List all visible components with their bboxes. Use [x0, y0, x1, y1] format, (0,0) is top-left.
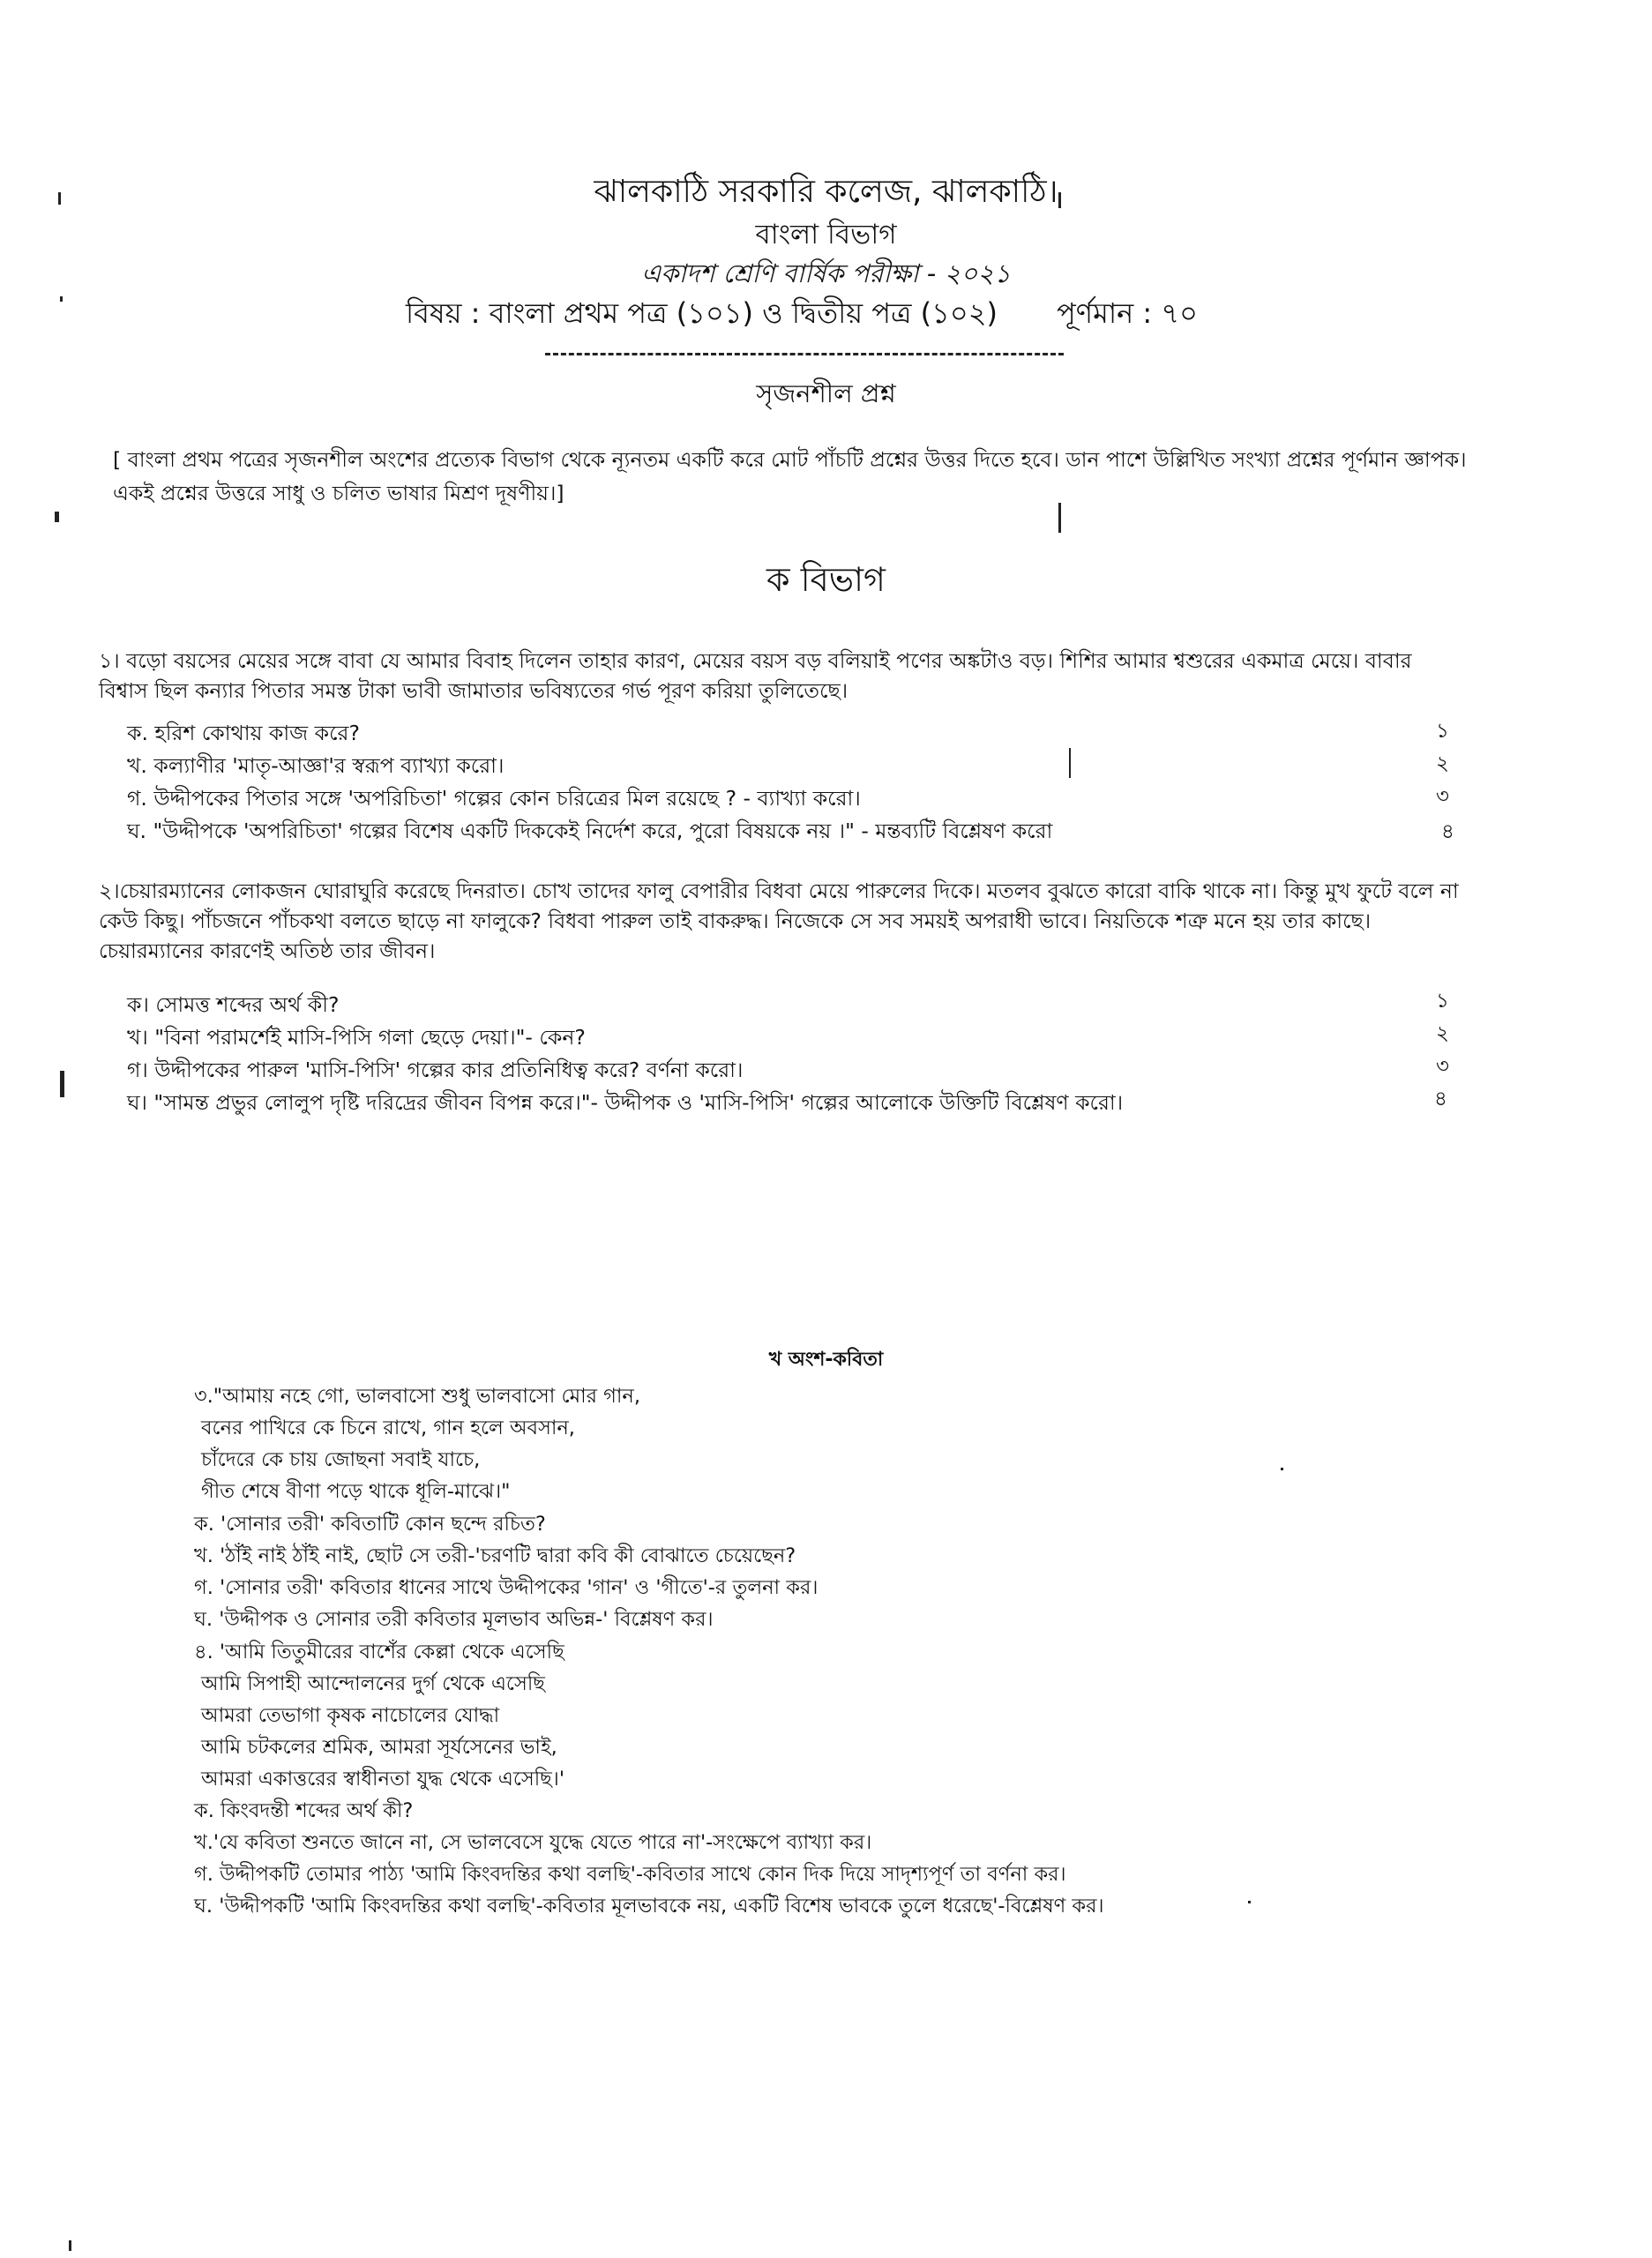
department-name: বাংলা বিভাগ: [755, 219, 897, 250]
q3-poem-line: চাঁদেরে কে চায় জোছনা সবাই যাচে,: [201, 1448, 481, 1471]
full-marks: পূর্ণমান : ৭০: [1057, 296, 1198, 330]
section-kha-title: খ অংশ-কবিতা: [768, 1349, 884, 1371]
scan-speck: [60, 296, 63, 302]
q4-poem-line: ৪. 'আমি তিতুমীরের বাশেঁর কেল্লা থেকে এসেছি: [194, 1641, 564, 1664]
q1-sub-kha: খ. কল্যাণীর 'মাতৃ-আজ্ঞা'র স্বরূপ ব্যাখ্যা করো।: [127, 753, 505, 778]
question-type-heading: সৃজনশীল প্রশ্ন: [756, 378, 896, 408]
q2-mark-ga: ৩: [1436, 1055, 1449, 1078]
q4-sub-ga: গ. উদ্দীপকটি তোমার পাঠ্য 'আমি কিংবদন্তির কথা বলছি'-কবিতার সাথে কোন দিক দিয়ে সাদৃশ্যপূর্ণ তা বর্ণনা কর।: [194, 1863, 1066, 1886]
q1-mark-gha: ৪: [1441, 820, 1454, 843]
scan-speck: [1058, 503, 1061, 533]
scan-speck: [1069, 748, 1071, 778]
scan-speck: [69, 2240, 71, 2251]
scan-speck: [1058, 192, 1061, 208]
scan-speck: [55, 512, 59, 522]
q3-sub-ga: গ. 'সোনার তরী' কবিতার ধানের সাথে উদ্দীপকের 'গান' ও 'গীতে'-র তুলনা কর।: [194, 1576, 819, 1599]
q1-sub-ka: ক. হরিশ কোথায় কাজ করে?: [127, 721, 360, 745]
question-1-stem: ১। বড়ো বয়সের মেয়ের সঙ্গে বাবা যে আমার বিবাহ দিলেন তাহার কারণ, মেয়ের বয়স বড় বলিয়াই পণের অঙ্কটাও বড়। শিশির আমার শ্বশুরের একমাত্র মেয়ে। বাবার বিশ্বাস ছিল কন্যার পিতার সমস্ত টাকা ভাবী জামাতার ভবিষ্যতের গর্ভ পূরণ করিয়া তুলিতেছে।: [99, 648, 1412, 703]
header-divider: [545, 353, 1064, 355]
scan-speck: [58, 192, 61, 205]
q3-poem-line: ৩."আমায় নহে গো, ভালবাসো শুধু ভালবাসো মোর গান,: [194, 1385, 640, 1408]
q4-poem-line: আমরা তেভাগা কৃষক নাচোলের যোদ্ধা: [201, 1704, 500, 1727]
q4-poem-line: আমি সিপাহী আন্দোলনের দুর্গ থেকে এসেছি: [201, 1672, 545, 1695]
q1-sub-gha: ঘ. "উদ্দীপকে 'অপরিচিতা' গল্পের বিশেষ একটি দিককেই নির্দেশ করে, পুরো বিষয়কে নয় ।" - মন্তব্যটি বিশ্লেষণ করো: [127, 819, 1053, 843]
subject-line: বিষয় : বাংলা প্রথম পত্র (১০১) ও দ্বিতীয় পত্র (১০২): [406, 296, 998, 330]
q4-sub-ka: ক. কিংবদন্তী শব্দের অর্থ কী?: [194, 1799, 414, 1822]
college-name: ঝালকাঠি সরকারি কলেজ, ঝালকাঠি।: [594, 174, 1058, 210]
q3-sub-kha: খ. 'ঠাঁই নাই ঠাঁই নাই, ছোট সে তরী-'চরণটি দ্বারা কবি কী বোঝাতে চেয়েছেন?: [194, 1544, 796, 1567]
instructions: [ বাংলা প্রথম পত্রের সৃজনশীল অংশের প্রত্যেক বিভাগ থেকে ন্যূনতম একটি করে মোট পাঁচটি প্রশ্নের উত্তর দিতে হবে। ডান পাশে উল্লিখিত সংখ্যা প্রশ্নের পূর্ণমান জ্ঞাপক। একই প্রশ্নের উত্তরে সাধু ও চলিত ভাষার মিশ্রণ দূষণীয়।]: [113, 447, 1467, 505]
scan-speck: [60, 1071, 64, 1097]
q1-mark-kha: ২: [1436, 752, 1449, 775]
q1-sub-ga: গ. উদ্দীপকের পিতার সঙ্গে 'অপরিচিতা' গল্পের কোন চরিত্রের মিল রয়েছে ? - ব্যাখ্যা করো।: [127, 786, 861, 811]
exam-title: একাদশ শ্রেণি বার্ষিক পরীক্ষা - ২০২১: [641, 258, 1011, 288]
question-2-stem: ২।চেয়ারম্যানের লোকজন ঘোরাঘুরি করেছে দিনরাত। চোখ তাদের ফালু বেপারীর বিধবা মেয়ে পারুলের দিকে। মতলব বুঝতে কারো বাকি থাকে না। কিন্তু মুখ ফুটে বলে না কেউ কিছু। পাঁচজনে পাঁচকথা বলতে ছাড়ে না ফালুকে? বিধবা পারুল তাই বাকরুদ্ধ। নিজেকে সে সব সময়ই অপরাধী ভাবে। নিয়তিকে শত্রু মনে হয় তার কাছে। চেয়ারম্যানের কারণেই অতিষ্ঠ তার জীবন।: [99, 879, 1459, 963]
q2-sub-ka: ক। সোমত্ত শব্দের অর্থ কী?: [127, 992, 340, 1017]
q2-sub-kha: খ। "বিনা পরামর্শেই মাসি-পিসি গলা ছেড়ে দেয়া।"- কেন?: [127, 1025, 586, 1050]
q2-sub-ga: গ। উদ্দীপকের পারুল 'মাসি-পিসি' গল্পের কার প্রতিনিধিত্ব করে? বর্ণনা করো।: [127, 1058, 744, 1082]
section-ka-title: ক বিভাগ: [766, 560, 886, 599]
q3-sub-ka: ক. 'সোনার তরী' কবিতাটি কোন ছন্দে রচিত?: [194, 1513, 546, 1536]
q3-sub-gha: ঘ. 'উদ্দীপক ও সোনার তরী কবিতার মূলভাব অভিন্ন-' বিশ্লেষণ কর।: [194, 1608, 714, 1631]
q1-mark-ga: ৩: [1436, 785, 1449, 808]
q1-mark-ka: ১: [1436, 720, 1449, 743]
q2-sub-gha: ঘ। "সামন্ত প্রভুর লোলুপ দৃষ্টি দরিদ্রের জীবন বিপন্ন করে।"- উদ্দীপক ও 'মাসি-পিসি' গল্পের আলোকে উক্তিটি বিশ্লেষণ করো।: [127, 1090, 1124, 1115]
q4-poem-line: আমি চটকলের শ্রমিক, আমরা সূর্যসেনের ভাই,: [201, 1736, 557, 1759]
scan-speck: [1248, 1901, 1251, 1903]
q2-mark-ka: ১: [1436, 990, 1449, 1013]
q4-poem-line: আমরা একাত্তরের স্বাধীনতা যুদ্ধ থেকে এসেছি।': [201, 1768, 565, 1791]
q4-sub-kha: খ.'যে কবিতা শুনতে জানে না, সে ভালবেসে যুদ্ধে যেতে পারে না'-সংক্ষেপে ব্যাখ্যা কর।: [194, 1831, 872, 1854]
scan-speck: [1281, 1468, 1283, 1470]
q2-mark-gha: ৪: [1434, 1088, 1447, 1110]
q3-poem-line: গীত শেষে বীণা পড়ে থাকে ধূলি-মাঝে।": [201, 1480, 511, 1503]
q4-sub-gha: ঘ. 'উদ্দীপকটি 'আমি কিংবদন্তির কথা বলছি'-কবিতার মূলভাবকে নয়, একটি বিশেষ ভাবকে তুলে ধরেছে'-বিশ্লেষণ কর।: [194, 1895, 1104, 1918]
q2-mark-kha: ২: [1436, 1022, 1449, 1045]
q3-poem-line: বনের পাখিরে কে চিনে রাখে, গান হলে অবসান,: [201, 1417, 575, 1439]
